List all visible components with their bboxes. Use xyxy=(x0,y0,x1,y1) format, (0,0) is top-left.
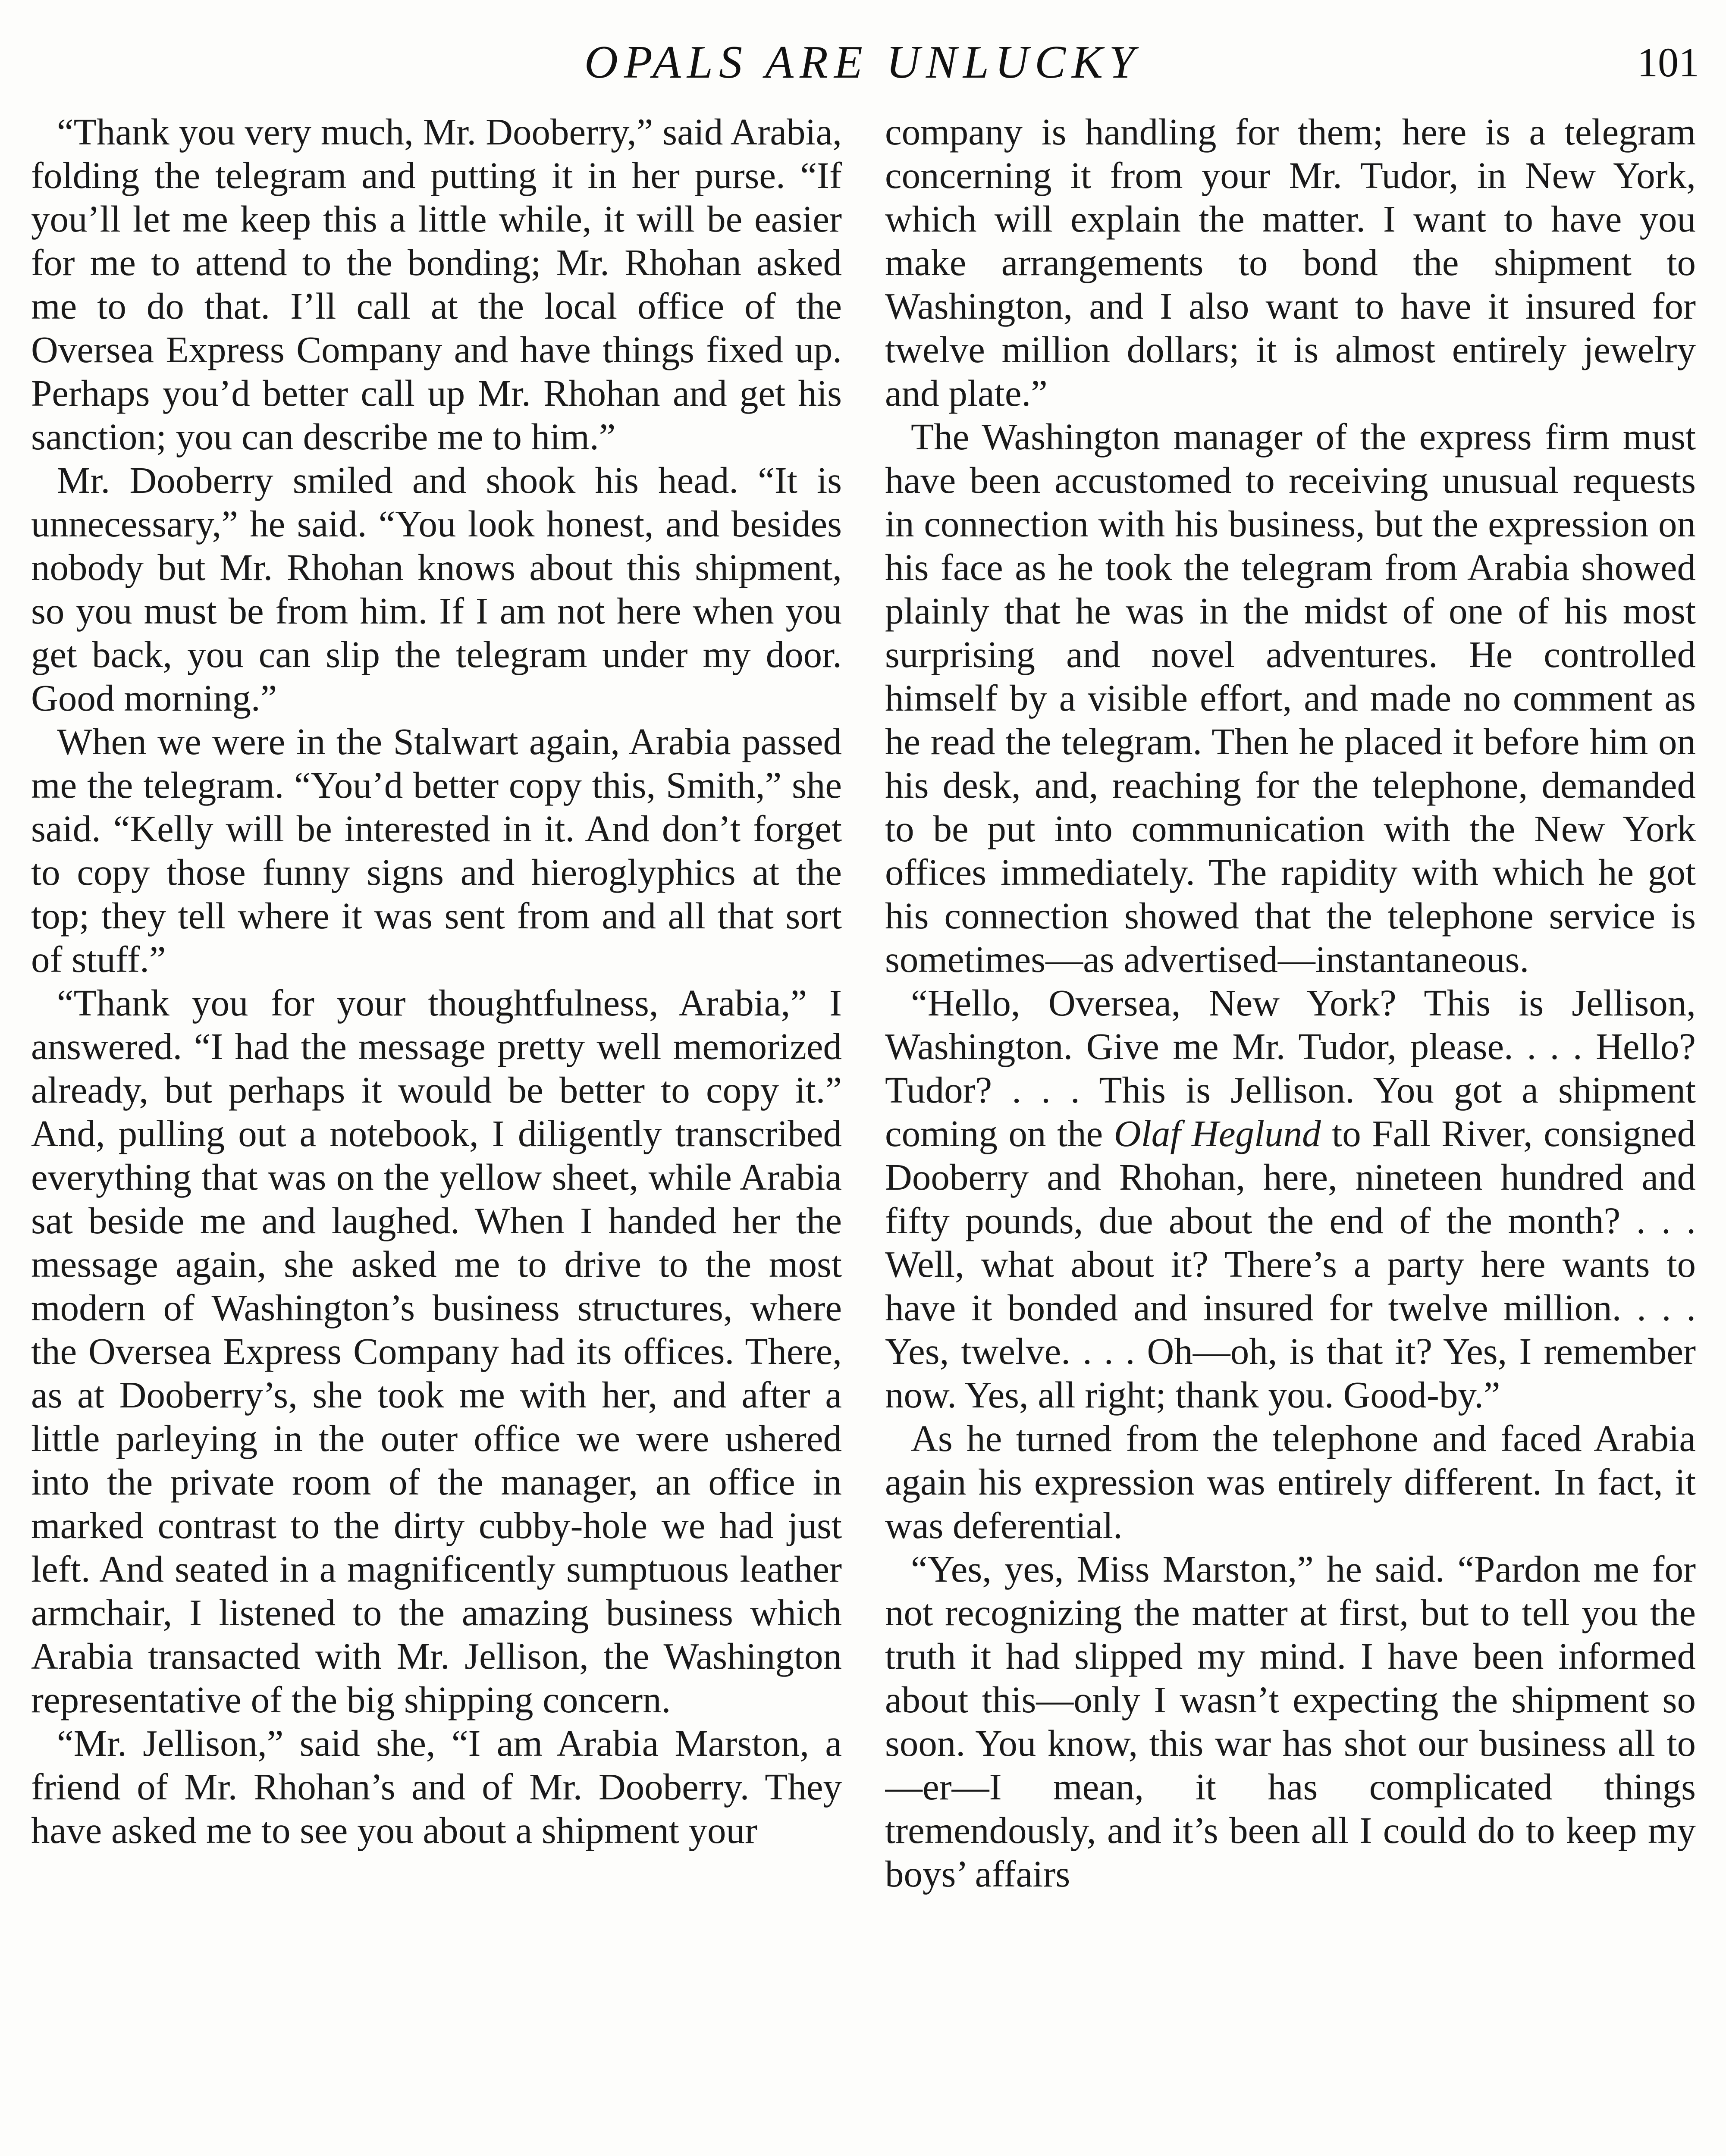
paragraph-continued: company is handling for them; here is a telegram concerning it from your Mr. Tudor, in New York, which will explain the matter. I want to have you make arrangements to bond the shipment to Washington, and I also want to have it insured for twelve million dollars; it is almost entirely jewelry and plate.” xyxy=(885,111,1696,414)
paragraph xyxy=(885,981,1696,1416)
paragraph: When we were in the Stalwart again, Arabia passed me the telegram. “You’d better copy this, Smith,” she said. “Kelly will be interested in it. And don’t forget to copy those funny signs and hieroglyphics at the top; they tell where it was sent from and all that sort of stuff.” xyxy=(31,721,842,980)
page-number: 101 xyxy=(1637,39,1699,85)
phone-dialogue-part-2: to Fall River, consigned Dooberry and Rhohan, here, nineteen hundred and fifty pounds, due about the end of the month? . . . Well, what about it? There’s a party here wants to have it bonded and insured for twelve million. . . . Yes, twelve. . . . Oh—oh, is that it? Yes, I remember now. Yes, all right; thank you. Good-by.” xyxy=(885,1112,1696,1416)
paragraph: Mr. Dooberry smiled and shook his head. “It is unnecessary,” he said. “You look honest, and besides nobody but Mr. Rhohan knows about this shipment, so you must be from him. If I am not here when you get back, you can slip the telegram under my door. Good morning.” xyxy=(31,459,842,719)
ship-name: Olaf Heglund xyxy=(1114,1112,1321,1154)
paragraph: “Mr. Jellison,” said she, “I am Arabia Marston, a friend of Mr. Rhohan’s and of Mr. Dooberry. They have asked me to see you about a shipment your xyxy=(31,1722,842,1851)
text-columns xyxy=(31,110,1696,2156)
right-column xyxy=(885,110,1696,2156)
running-title: OPALS ARE UNLUCKY xyxy=(584,37,1141,88)
paragraph: “Yes, yes, Miss Marston,” he said. “Pardon me for not recognizing the matter at first, but to tell you the truth it had slipped my mind. I have been informed about this—only I wasn’t expecting the shipment so soon. You know, this war has shot our business all to—er—I mean, it has complicated things tremendously, and it’s been all I could do to keep my boys’ affairs xyxy=(885,1548,1696,1895)
paragraph: “Thank you for your thoughtfulness, Arabia,” I answered. “I had the message pretty well memorized already, but perhaps it would be better to copy it.” And, pulling out a notebook, I diligently transcribed everything that was on the yellow sheet, while Arabia sat beside me and laughed. When I handed her the message again, she asked me to drive to the most modern of Washington’s business structures, where the Oversea Express Company had its offices. There, as at Dooberry’s, she took me with her, and after a little parleying in the outer office we were ushered into the private room of the manager, an office in marked contrast to the dirty cubby-hole we had just left. And seated in a magnificently sumptuous leather armchair, I listened to the amazing business which Arabia transacted with Mr. Jellison, the Washington representative of the big shipping concern. xyxy=(31,982,842,1720)
running-head xyxy=(26,30,1699,95)
paragraph: “Thank you very much, Mr. Dooberry,” said Arabia, folding the telegram and putting it in her purse. “If you’ll let me keep this a little while, it will be easier for me to attend to the bonding; Mr. Rhohan asked me to do that. I’ll call at the local office of the Oversea Express Company and have things fixed up. Perhaps you’d better call up Mr. Rhohan and get his sanction; you can describe me to him.” xyxy=(31,111,842,458)
phone-dialogue-part-1: “Hello, Oversea, New York? This is Jellison, Washington. Give me Mr. Tudor, please. . . . Hello? Tudor? . . . This is Jellison. You got a shipment coming on the xyxy=(885,982,1696,1154)
paragraph: The Washington manager of the express firm must have been accustomed to receiving unusual requests in connection with his business, but the expression on his face as he took the telegram from Arabia showed plainly that he was in the midst of one of his most surprising and novel adventures. He controlled himself by a visible effort, and made no comment as he read the telegram. Then he placed it before him on his desk, and, reaching for the telephone, demanded to be put into communication with the New York offices immediately. The rapidity with which he got his connection showed that the telephone service is sometimes—as advertised—instantaneous. xyxy=(885,416,1696,980)
paragraph: As he turned from the telephone and faced Arabia again his expression was entirely different. In fact, it was deferential. xyxy=(885,1417,1696,1546)
left-column xyxy=(31,110,842,2156)
